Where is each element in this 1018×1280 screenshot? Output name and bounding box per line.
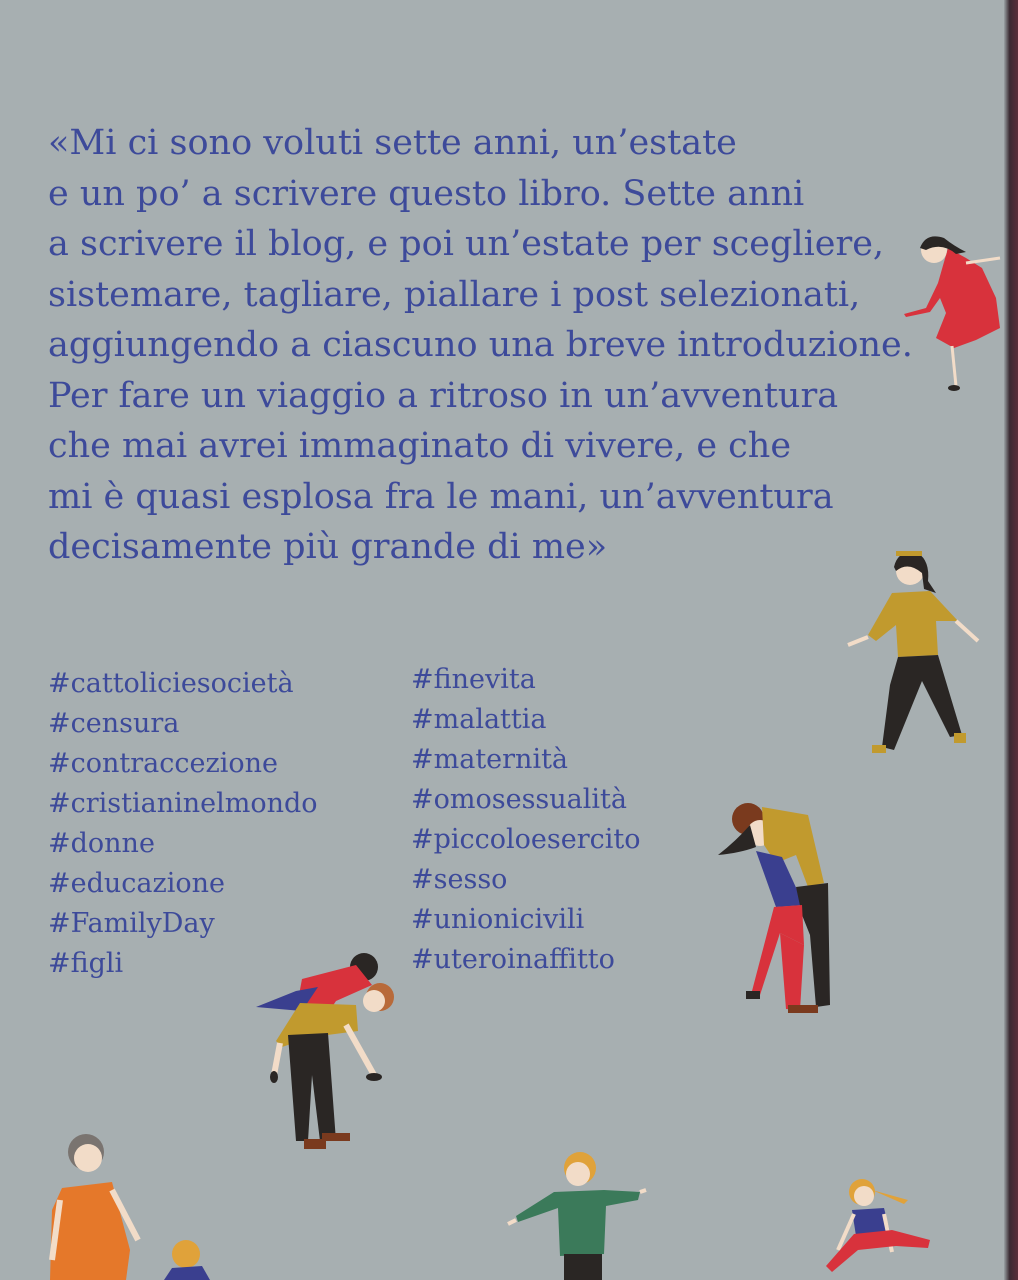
quote-line: e un po’ a scrivere questo libro. Sette anni <box>48 173 805 214</box>
book-spine <box>1004 0 1018 1280</box>
hashtag: #unionicivili <box>411 904 585 935</box>
hashtag: #malattia <box>411 704 547 735</box>
hashtag: #donne <box>48 828 155 859</box>
hashtag: #cristianinelmondo <box>48 788 318 819</box>
woman-in-orange-illustration <box>40 1130 220 1280</box>
hashtag: #figli <box>48 948 124 979</box>
quote-line: a scrivere il blog, e poi un’estate per scegliere, <box>48 224 885 264</box>
girl-in-red-dress-illustration <box>896 228 1006 393</box>
back-cover-quote <box>48 118 928 573</box>
hashtag: #contraccezione <box>48 748 278 779</box>
hashtag: #piccoloesercito <box>411 824 641 855</box>
hashtag: #uteroinaffitto <box>411 944 615 975</box>
quote-line: decisamente più grande di me» <box>48 527 608 567</box>
hashtag-list-right <box>411 660 641 980</box>
hashtag: #sesso <box>411 864 508 895</box>
hashtag-list-left <box>48 664 318 984</box>
quote-line: Per fare un viaggio a ritroso in un’avventura <box>48 375 839 416</box>
man-carrying-child-illustration <box>252 945 402 1160</box>
hashtag: #maternità <box>411 744 569 775</box>
boy-in-green-illustration <box>506 1150 646 1280</box>
quote-line: che mai avrei immaginato di vivere, e che <box>48 426 792 466</box>
hashtag: #censura <box>48 708 180 739</box>
quote-line: «Mi ci sono voluti sette anni, un’estate <box>48 123 737 163</box>
hashtag: #educazione <box>48 868 225 899</box>
quote-line: sistemare, tagliare, piallare i post selezionati, <box>48 274 861 315</box>
hashtag: #FamilyDay <box>48 908 215 939</box>
hashtag: #cattoliciesocietà <box>48 668 294 699</box>
quote-line: mi è quasi esplosa fra le mani, un’avventura <box>48 476 834 517</box>
hashtag: #finevita <box>411 664 536 695</box>
hashtag: #omosessualità <box>411 784 627 815</box>
child-crouching-illustration <box>818 1170 938 1280</box>
quote-line: aggiungendo a ciascuno una breve introduzione. <box>48 325 913 365</box>
couple-embracing-illustration <box>716 795 836 1020</box>
girl-in-mustard-sweater-illustration <box>846 545 986 760</box>
